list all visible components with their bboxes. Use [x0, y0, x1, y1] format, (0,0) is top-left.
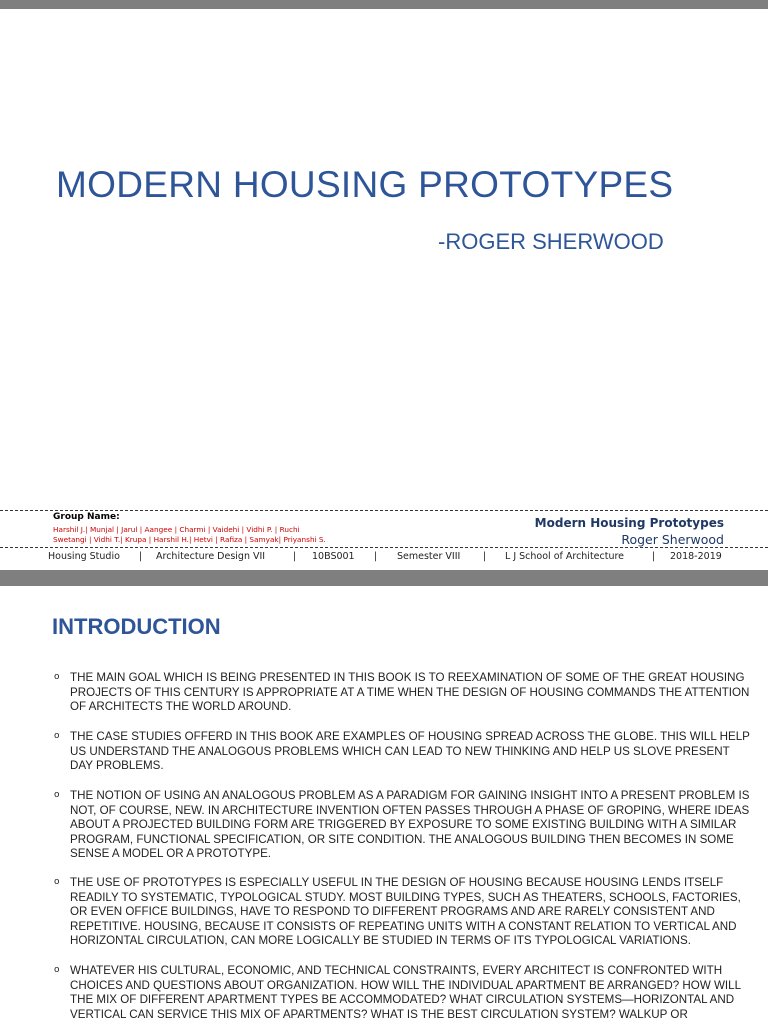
meta-separator: | — [293, 551, 297, 562]
paragraph-text: WHATEVER HIS CULTURAL, ECONOMIC, AND TECHNICAL CONSTRAINTS, EVERY ARCHITECT IS CONFRONTED WITH CHOICES AND QUESTIONS ABOUT ORGANIZATION. HOW WILL THE INDIVIDUAL APARTMENT BE ARRANGED? HOW WILL THE MIX OF DIFFERENT APARTMENT TYPES BE ACCOMMODATED? WHAT CIRCULATION SYSTEMS—HORIZONTAL AND VERTICAL CAN SERVICE THIS MIX OF APARTMENTS? WHAT IS THE BEST CIRCULATION SYSTEM? WALKUP OR — [70, 964, 741, 1021]
bullet-icon: o — [54, 965, 60, 975]
paragraph-text: THE CASE STUDIES OFFERD IN THIS BOOK ARE EXAMPLES OF HOUSING SPREAD ACROSS THE GLOBE. THIS WILL HELP US UNDERSTAND THE ANALOGOUS PROBLEMS WHICH CAN LEAD TO NEW THINKING AND HELP US SLOVE PRESENT DAY PROBLEMS. — [70, 730, 750, 773]
bullet-icon: o — [54, 731, 60, 741]
footer-divider-bottom — [0, 547, 768, 548]
meta-code: 10BS001 — [312, 551, 355, 562]
bullet-icon: o — [54, 877, 60, 887]
meta-school: L J School of Architecture — [505, 551, 625, 562]
group-members-line-2: Swetangi | Vidhi T.| Krupa | Harshil H.| Hetvi | Rafiza | Samyak| Priyanshi S. — [53, 535, 326, 544]
meta-course: Architecture Design VII — [156, 551, 266, 562]
footer-meta-row — [0, 551, 768, 565]
footer-book-title: Modern Housing Prototypes — [534, 516, 724, 530]
paragraph-text: THE USE OF PROTOTYPES IS ESPECIALLY USEFUL IN THE DESIGN OF HOUSING BECAUSE HOUSING LENDS ITSELF READILY TO SYSTEMATIC, TYPOLOGICAL STUDY. MOST BUILDING TYPES, SUCH AS THEATERS, SCHOOLS, FACTORIES, OR EVEN OFFICE BUILDINGS, HAVE TO RESPOND TO DIFFERENT PROGRAMS AND ARE RARELY CONSISTENT AND REPETITIVE. HOUSING, BECAUSE IT CONSISTS OF REPEATING UNITS WITH A CONSTANT RELATION TO VERTICAL AND HORIZONTAL CIRCULATION, CAN MORE LOGICALLY BE STUDIED IN TERMS OF ITS TYPOLOGICAL VARIATIONS. — [70, 876, 741, 948]
meta-separator: | — [139, 551, 143, 562]
meta-semester: Semester VIII — [397, 551, 461, 562]
meta-year: 2018-2019 — [670, 551, 722, 562]
group-name-label: Group Name: — [53, 512, 120, 522]
bullet-icon: o — [54, 790, 60, 800]
meta-separator: | — [652, 551, 656, 562]
introduction-heading: INTRODUCTION — [52, 614, 221, 639]
top-bar — [0, 0, 768, 9]
meta-separator: | — [374, 551, 378, 562]
footer-book-author: Roger Sherwood — [621, 532, 724, 547]
slide-subtitle: -ROGER SHERWOOD — [438, 229, 664, 254]
paragraph-text: THE NOTION OF USING AN ANALOGOUS PROBLEM AS A PARADIGM FOR GAINING INSIGHT INTO A PRESENT PROBLEM IS NOT, OF COURSE, NEW. IN ARCHITECTURE INVENTION OFTEN PASSES THROUGH A PHASE OF GROPING, WHERE IDEAS ABOUT A PROJECTED BUILDING FORM ARE TRIGGERED BY EXPOSURE TO SOME EXISTING BUILDING WITH A SIMILAR PROGRAM, FUNCTIONAL SPECIFICATION, OR SITE CONDITION. THE ANALOGOUS BUILDING THEN BECOMES IN SOME SENSE A MODEL OR A PROTOTYPE. — [70, 789, 750, 861]
paragraph-text: THE MAIN GOAL WHICH IS BEING PRESENTED IN THIS BOOK IS TO REEXAMINATION OF SOME OF THE GREAT HOUSING PROJECTS OF THIS CENTURY IS APPROPRIATE AT A TIME WHEN THE DESIGN OF HOUSING COMMANDS THE ATTENTION OF ARCHITECTS THE WORLD AROUND. — [70, 671, 750, 714]
slide-title: MODERN HOUSING PROTOTYPES — [56, 164, 674, 205]
group-members-line-1: Harshil J.| Munjal | Jarul | Aangee | Charmi | Vaidehi | Vidhi P. | Ruchi — [53, 525, 300, 534]
meta-separator: | — [483, 551, 487, 562]
bullet-icon: o — [54, 672, 60, 682]
slide-separator-bar — [0, 570, 768, 586]
meta-studio: Housing Studio — [48, 551, 120, 562]
footer-divider-top — [0, 510, 768, 511]
